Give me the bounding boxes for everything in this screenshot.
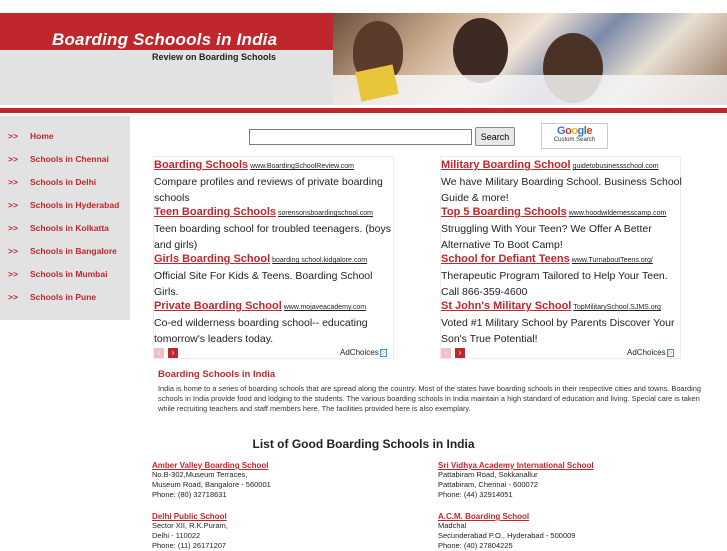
ad-block-left	[153, 156, 394, 359]
ad-choices-link[interactable]	[627, 348, 674, 357]
sidebar-item-home[interactable]	[8, 131, 54, 141]
google-logo: Google	[557, 125, 592, 137]
nav-bullet: >>	[8, 292, 18, 302]
ad-title-link[interactable]: School for Defiant Teens	[441, 253, 570, 265]
nav-bullet: >>	[8, 246, 18, 256]
site-subtitle: Review on Boarding Schools	[152, 52, 277, 62]
ad-title-link[interactable]: St John's Military School	[441, 300, 572, 312]
school-address-line: Pattabiram, Chennai - 600072	[438, 480, 539, 489]
ad-title-link[interactable]: Girls Boarding School	[154, 253, 271, 265]
school-address-line: No.B-302,Museum Terraces,	[152, 470, 248, 479]
sidebar-item-label: Schools in Mumbai	[30, 269, 108, 279]
ad-title-link[interactable]: Top 5 Boarding Schools	[441, 206, 567, 218]
header-divider	[0, 108, 727, 113]
ad-url-link[interactable]: guidetobusinessschool.com	[572, 163, 659, 170]
ad-title-link[interactable]: Boarding Schools	[154, 159, 249, 171]
nav-bullet: >>	[8, 177, 18, 187]
nav-bullet: >>	[8, 154, 18, 164]
school-entry	[152, 461, 372, 500]
sidebar-item-label: Schools in Chennai	[30, 154, 109, 164]
ad-item	[154, 251, 395, 300]
school-address-line: Secunderabad P.O., Hyderabad - 500009	[438, 531, 576, 540]
ad-url-link[interactable]: www.TurnaboutTeens.org/	[571, 257, 653, 264]
ad-choices-label: AdChoices	[340, 348, 379, 357]
sidebar-item-label: Schools in Bangalore	[30, 246, 117, 256]
school-phone: Phone: (80) 32718631	[152, 490, 227, 499]
ad-next-icon[interactable]: ›	[168, 348, 178, 358]
school-name-link[interactable]: Delhi Public School	[152, 512, 227, 521]
sidebar-item-bangalore[interactable]	[8, 246, 117, 256]
sidebar-item-mumbai[interactable]	[8, 269, 107, 279]
school-address-line: Sector XII, R.K.Puram,	[152, 521, 228, 530]
nav-bullet: >>	[8, 269, 18, 279]
ad-item	[441, 251, 682, 300]
header-students-photo	[333, 13, 727, 105]
adchoices-icon: ▷	[380, 349, 386, 356]
ad-item	[441, 204, 682, 253]
ad-description: We have Military Boarding School. Business School Guide & more!	[441, 176, 682, 204]
sidebar-item-label: Schools in Pune	[30, 292, 97, 302]
ad-block-right	[440, 156, 681, 359]
google-custom-search-logo	[541, 123, 608, 149]
school-entry	[438, 461, 658, 500]
sidebar-item-label: Home	[30, 131, 54, 141]
school-address-line: Pattabiram Road, Sokkanallur	[438, 470, 538, 479]
sidebar-item-kolkatta[interactable]	[8, 223, 109, 233]
sidebar-item-hyderabad[interactable]	[8, 200, 119, 210]
ad-item	[441, 157, 682, 206]
sidebar-item-delhi[interactable]	[8, 177, 96, 187]
nav-bullet: >>	[8, 200, 18, 210]
school-name-link[interactable]: Sri Vidhya Academy International School	[438, 461, 594, 470]
ad-item	[154, 298, 395, 347]
sidebar-item-label: Schools in Delhi	[30, 177, 97, 187]
ad-prev-icon[interactable]: ‹	[154, 348, 164, 358]
sidebar-item-label: Schools in Hyderabad	[30, 200, 120, 210]
ad-url-link[interactable]: www.mojaveacademy.com	[283, 304, 367, 311]
ad-item	[154, 204, 395, 253]
ad-description: Compare profiles and reviews of private boarding schools	[154, 176, 383, 204]
nav-bullet: >>	[8, 131, 18, 141]
ad-url-link[interactable]: TopMilitarySchool.SJMS.org	[573, 304, 661, 311]
search-input[interactable]	[249, 129, 472, 145]
ad-url-link[interactable]: boarding school.kidgalore.com	[272, 257, 368, 264]
school-address-line: Museum Road, Bangalore - 560001	[152, 480, 271, 489]
school-entry	[438, 512, 658, 551]
school-phone: Phone: (40) 27804225	[438, 541, 513, 550]
sidebar-nav	[0, 116, 130, 320]
school-phone: Phone: (44) 32914051	[438, 490, 513, 499]
ad-description: Official Site For Kids & Teens. Boarding School Girls.	[154, 270, 373, 298]
google-logo-caption: Custom Search	[553, 137, 596, 143]
site-title: Boarding Schoools in India	[52, 30, 278, 49]
ad-item	[154, 157, 395, 206]
school-address-line: Delhi - 110022	[152, 531, 201, 540]
ad-next-icon[interactable]: ›	[455, 348, 465, 358]
ad-url-link[interactable]: www.BoardingSchoolReview.com	[250, 163, 355, 170]
about-heading: Boarding Schools in India	[158, 369, 276, 380]
ad-choices-label: AdChoices	[627, 348, 666, 357]
school-entry	[152, 512, 372, 551]
school-name-link[interactable]: Amber Valley Boarding School	[152, 461, 269, 470]
school-phone: Phone: (11) 26171207	[152, 541, 227, 550]
ad-url-link[interactable]: sorensonsboardingschool.com	[278, 210, 373, 217]
ad-title-link[interactable]: Private Boarding School	[154, 300, 282, 312]
school-address-line: Madchal	[438, 521, 467, 530]
school-name-link[interactable]: A.C.M. Boarding School	[438, 512, 530, 521]
ad-description: Struggling With Your Teen? We Offer A Better Alternative To Boot Camp!	[441, 223, 652, 251]
sidebar-item-pune[interactable]	[8, 292, 96, 302]
ad-description: Co-ed wilderness boarding school-- educating tomorrow's leaders today.	[154, 317, 368, 345]
site-header	[0, 0, 727, 113]
ad-description: Therapeutic Program Tailored to Help Your Teen. Call 866-359-4600	[441, 270, 668, 298]
nav-bullet: >>	[8, 223, 18, 233]
about-paragraph: India is home to a series of boarding schools that are spread along the country. Most of the states have boarding schools in their respective cities and towns. Boarding schools in India provide food and lodging to the students. The various boarding schools in India maintain a high standard of education and living. Special care is taken while recruiting teachers and staff members here. The facilities provided here is also exemplary.	[158, 384, 701, 413]
school-list-heading: List of Good Boarding Schools in India	[252, 437, 475, 451]
ad-choices-link[interactable]	[340, 348, 387, 357]
sidebar-item-label: Schools in Kolkatta	[30, 223, 109, 233]
ad-description: Voted #1 Military School by Parents Discover Your Son's True Potential!	[441, 317, 675, 345]
ad-url-link[interactable]: www.hoodwildernesscamp.com	[568, 210, 667, 217]
search-button[interactable]: Search	[475, 127, 515, 146]
ad-prev-icon[interactable]: ‹	[441, 348, 451, 358]
ad-title-link[interactable]: Military Boarding School	[441, 159, 571, 171]
ad-title-link[interactable]: Teen Boarding Schools	[154, 206, 277, 218]
sidebar-item-chennai[interactable]	[8, 154, 109, 164]
adchoices-icon: ▷	[667, 349, 673, 356]
ad-description: Teen boarding school for troubled teenagers. (boys and girls)	[154, 223, 391, 251]
ad-item	[441, 298, 682, 347]
